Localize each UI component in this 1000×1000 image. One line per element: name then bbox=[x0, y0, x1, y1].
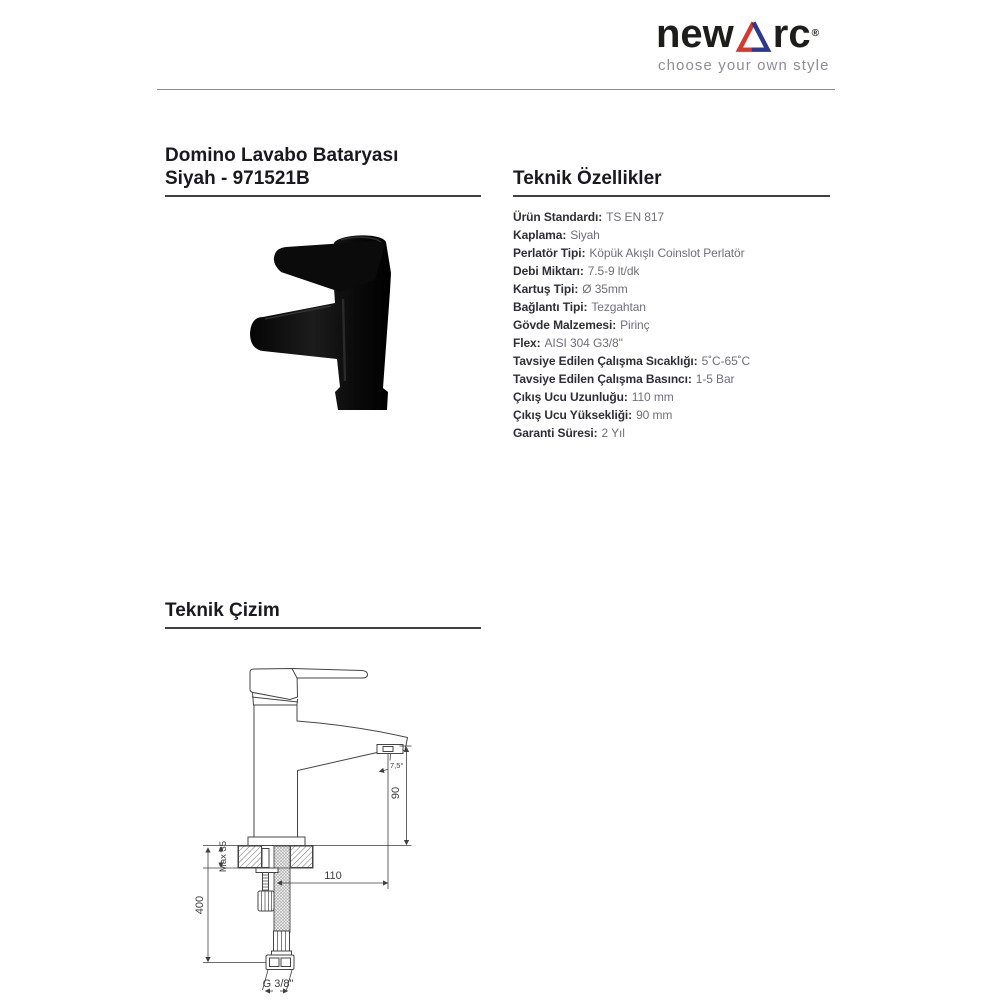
spec-label: Kartuş Tipi: bbox=[513, 282, 579, 296]
dim-label-110: 110 bbox=[324, 870, 342, 882]
logo-text-new: new bbox=[656, 12, 734, 56]
dim-label-angle: 7,5° bbox=[390, 761, 404, 770]
spec-label: Bağlantı Tipi: bbox=[513, 300, 588, 314]
product-photo bbox=[223, 221, 439, 419]
logo-wordmark bbox=[656, 10, 846, 56]
drawing-flex-hose bbox=[274, 846, 290, 932]
newarc-logo bbox=[656, 10, 846, 74]
dim-tick-angle bbox=[390, 754, 391, 761]
spec-value: 90 mm bbox=[636, 408, 673, 422]
drawing-base-flange bbox=[248, 837, 305, 846]
drawing-counter-hatch-left bbox=[239, 846, 262, 868]
drawing-underline bbox=[165, 627, 481, 629]
product-title-line1: Domino Lavabo Bataryası bbox=[165, 145, 399, 166]
spec-row bbox=[513, 298, 853, 316]
spec-value: Ø 35mm bbox=[582, 282, 628, 296]
drawing-stud-upper bbox=[262, 849, 269, 868]
spec-value: 5˚C-65˚C bbox=[701, 354, 751, 368]
technical-drawing-section bbox=[165, 599, 495, 629]
drawing-lever bbox=[292, 669, 368, 679]
spec-row bbox=[513, 388, 853, 406]
drawing-fitting-inner-left bbox=[270, 958, 280, 967]
drawing-aerator-inner bbox=[383, 747, 393, 752]
spec-row bbox=[513, 262, 853, 280]
spec-value: 2 Yıl bbox=[601, 426, 625, 440]
spec-value: 7.5-9 lt/dk bbox=[587, 264, 640, 278]
spec-label: Ürün Standardı: bbox=[513, 210, 603, 224]
faucet-outline-group bbox=[238, 669, 408, 970]
spec-value: 1-5 Bar bbox=[695, 372, 735, 386]
spec-label: Tavsiye Edilen Çalışma Basıncı: bbox=[513, 372, 692, 386]
drawing-mount-plate bbox=[256, 868, 278, 873]
drawing-fitting-inner-right bbox=[281, 958, 291, 967]
drawing-counter-hatch-right bbox=[291, 846, 313, 868]
spec-row bbox=[513, 334, 853, 352]
logo-text-rc: rc bbox=[772, 12, 811, 56]
spec-value: Siyah bbox=[570, 228, 600, 242]
spec-label: Perlatör Tipi: bbox=[513, 246, 586, 260]
drawing-body-spout bbox=[254, 705, 408, 837]
triangle-blue-stroke bbox=[751, 22, 767, 49]
technical-drawing bbox=[150, 640, 450, 998]
dim-arrow-angle bbox=[380, 770, 388, 772]
logo-tagline: choose your own style bbox=[658, 57, 830, 74]
spec-label: Çıkış Ucu Uzunluğu: bbox=[513, 390, 628, 404]
product-title-block bbox=[165, 144, 495, 197]
dim-label-max35: Max 35 bbox=[218, 840, 229, 873]
drawing-handle-cover bbox=[250, 669, 298, 700]
dim-label-90: 90 bbox=[390, 786, 402, 800]
logo-triangle-icon bbox=[735, 19, 772, 52]
spec-row bbox=[513, 370, 853, 388]
header-divider bbox=[157, 89, 835, 90]
triangle-red-stroke bbox=[739, 22, 753, 49]
spec-list bbox=[513, 208, 853, 442]
specs-underline bbox=[513, 195, 830, 197]
spec-label: Debi Miktarı: bbox=[513, 264, 584, 278]
spec-value: TS EN 817 bbox=[606, 210, 664, 224]
title-underline bbox=[165, 195, 481, 197]
technical-specs-section bbox=[513, 167, 853, 442]
spec-row bbox=[513, 226, 853, 244]
spec-row bbox=[513, 406, 853, 424]
spec-row bbox=[513, 244, 853, 262]
spec-row bbox=[513, 316, 853, 334]
spec-label: Çıkış Ucu Yüksekliği: bbox=[513, 408, 633, 422]
spec-row bbox=[513, 280, 853, 298]
dim-label-thread: G 3/8" bbox=[262, 978, 294, 990]
product-title-line2: Siyah - 971521B bbox=[165, 168, 310, 189]
dimension-labels-group bbox=[194, 761, 403, 990]
spec-label: Kaplama: bbox=[513, 228, 567, 242]
spec-value: Pirinç bbox=[620, 318, 650, 332]
spec-value: Tezgahtan bbox=[591, 300, 646, 314]
spec-row bbox=[513, 424, 853, 442]
drawing-heading: Teknik Çizim bbox=[165, 600, 280, 621]
spec-row bbox=[513, 352, 853, 370]
spec-value: AISI 304 G3/8" bbox=[544, 336, 623, 350]
spec-label: Tavsiye Edilen Çalışma Sıcaklığı: bbox=[513, 354, 698, 368]
registered-trademark-icon: ® bbox=[811, 28, 819, 39]
dim-label-400: 400 bbox=[194, 895, 206, 915]
spec-label: Flex: bbox=[513, 336, 541, 350]
spec-row bbox=[513, 208, 853, 226]
faucet-photo-group bbox=[250, 235, 391, 410]
spec-value: Köpük Akışlı Coinslot Perlatör bbox=[589, 246, 745, 260]
spec-value: 110 mm bbox=[631, 390, 674, 404]
spec-label: Garanti Süresi: bbox=[513, 426, 598, 440]
specs-heading: Teknik Özellikler bbox=[513, 168, 662, 189]
spec-label: Gövde Malzemesi: bbox=[513, 318, 617, 332]
drawing-fitting-collar bbox=[272, 951, 292, 955]
